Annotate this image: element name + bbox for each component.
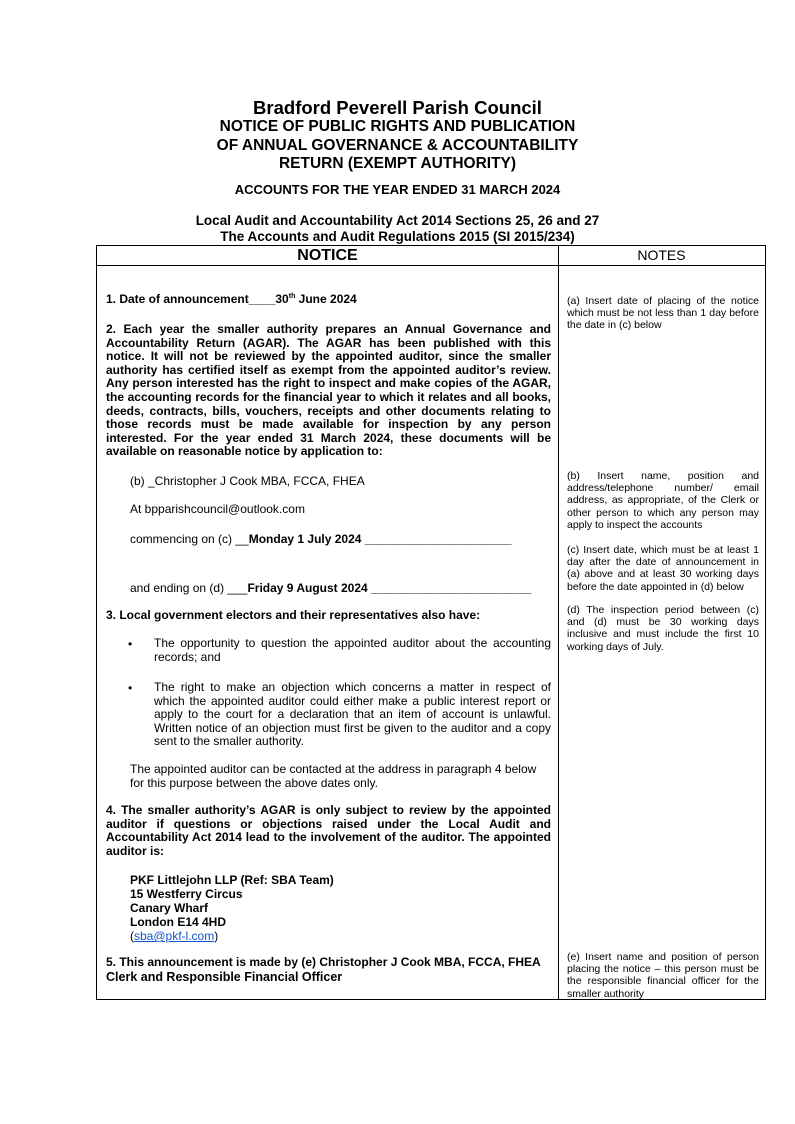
announcement-by: 5. This announcement is made by (e) Christopher J Cook MBA, FCCA, FHEA xyxy=(106,955,541,969)
note-c: (c) Insert date, which must be at least 1 day after the date of announcement in (a) above and at least 30 working days before the date appointed in (d) below xyxy=(567,544,759,593)
auditor-email-line: (sba@pkf-l.com) xyxy=(130,929,219,943)
section-3-heading: 3. Local government electors and their representatives also have: xyxy=(106,608,481,622)
auditor-name: PKF Littlejohn LLP (Ref: SBA Team) xyxy=(130,873,334,887)
column-divider xyxy=(558,246,559,999)
notice-table xyxy=(96,245,766,1000)
auditor-address-line: 15 Westferry Circus xyxy=(130,887,243,901)
contact-person: (b) _Christopher J Cook MBA, FCCA, FHEA xyxy=(130,474,365,488)
bullet-marker: • xyxy=(128,681,133,695)
notice-column-heading: NOTICE xyxy=(297,247,358,264)
accounts-year: ACCOUNTS FOR THE YEAR ENDED 31 MARCH 2024 xyxy=(234,182,561,197)
section-4-text: 4. The smaller authority’s AGAR is only subject to review by the appointed auditor if questions or objections raised under the Local Audit and Accountability Act 2014 lead to the involvement of the auditor. The appointed auditor is: xyxy=(106,803,551,858)
auditor-email-link[interactable]: sba@pkf-l.com xyxy=(134,929,215,943)
notice-title-line-2: OF ANNUAL GOVERNANCE & ACCOUNTABILITY xyxy=(216,137,579,154)
auditor-address-line: London E14 4HD xyxy=(130,915,227,929)
notice-title-line-1: NOTICE OF PUBLIC RIGHTS AND PUBLICATION xyxy=(219,118,576,135)
auditor-address-line: Canary Wharf xyxy=(130,901,209,915)
notice-title-line-3: RETURN (EXEMPT AUTHORITY) xyxy=(278,155,517,172)
officer-title: Clerk and Responsible Financial Officer xyxy=(106,970,343,984)
ending-date: and ending on (d) ___Friday 9 August 2024 ________________________ xyxy=(130,581,532,595)
bullet-marker: • xyxy=(128,637,133,651)
header-divider xyxy=(97,265,765,266)
announcement-date: 1. Date of announcement____30th June 2024 xyxy=(106,292,357,306)
act-reference-2: The Accounts and Audit Regulations 2015 (SI 2015/234) xyxy=(220,229,575,244)
notes-column-heading: NOTES xyxy=(637,247,686,263)
commencing-date: commencing on (c) __Monday 1 July 2024 ______________________ xyxy=(130,532,512,546)
note-a: (a) Insert date of placing of the notice which must be not less than 1 day before the date in (c) below xyxy=(567,295,759,332)
section-2-text: 2. Each year the smaller authority prepares an Annual Governance and Accountability Return (AGAR). The AGAR has been published with this notice. It will not be reviewed by the appointed auditor, since the smaller authority has certified itself as exempt from the appointed auditor’s review. Any person interested has the right to inspect and make copies of the AGAR, the accounting records for the financial year to which it relates and all books, deeds, contracts, bills, vouchers, receipts and other documents relating to those records must be made available for inspection by any person interested. For the year ended 31 March 2024, these documents will be available on reasonable notice by application to: xyxy=(106,322,551,459)
contact-email-line: At bpparishcouncil@outlook.com xyxy=(130,502,305,516)
note-e: (e) Insert name and position of person placing the notice – this person must be the responsible financial officer for the smaller authority xyxy=(567,951,759,1000)
right-to-question: The opportunity to question the appointed auditor about the accounting records; and xyxy=(154,636,551,664)
council-name: Bradford Peverell Parish Council xyxy=(253,97,542,118)
note-b: (b) Insert name, position and address/telephone number/ email address, as appropriate, of the Clerk or other person to which any person may apply to inspect the accounts xyxy=(567,470,759,531)
right-to-object: The right to make an objection which concerns a matter in respect of which the appointed auditor could either make a public interest report or apply to the court for a declaration that an item of account is unlawful. Written notice of an objection must first be given to the auditor and a copy sent to the smaller authority. xyxy=(154,680,551,749)
note-d: (d) The inspection period between (c) and (d) must be 30 working days inclusive and must include the first 10 working days of July. xyxy=(567,604,759,653)
auditor-contact-text: The appointed auditor can be contacted at the address in paragraph 4 below for this purpose between the above dates only. xyxy=(130,762,537,790)
act-reference-1: Local Audit and Accountability Act 2014 Sections 25, 26 and 27 xyxy=(195,213,600,228)
